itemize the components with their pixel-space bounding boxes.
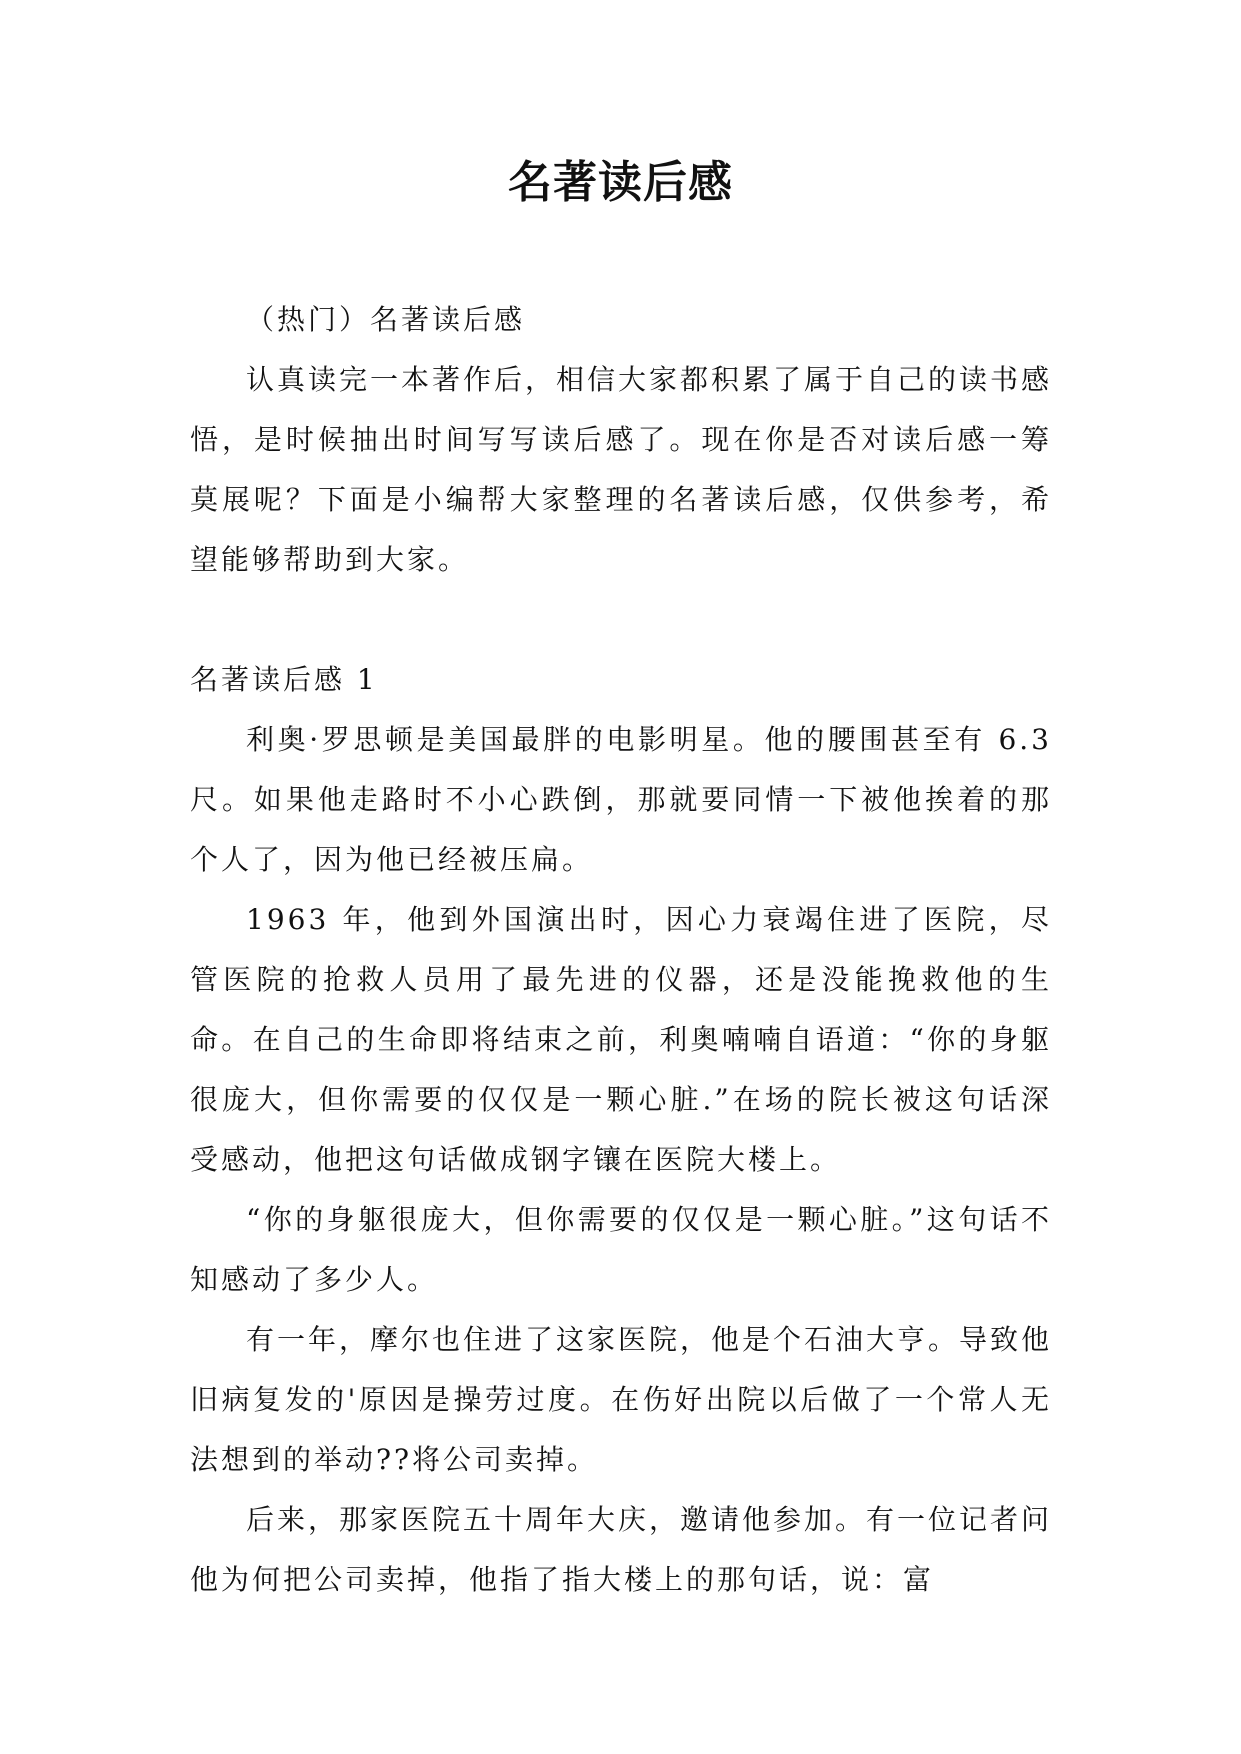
document-title: 名著读后感 [508,157,733,208]
intro-paragraph: 认真读完一本著作后，相信大家都积累了属于自己的读书感悟，是时候抽出时间写写读后感了。现在你是否对读后感一筹莫展呢？下面是小编帮大家整理的名著读后感，仅供参考，希望能够帮助到大家。 [190,363,1053,576]
section-heading: 名著读后感 1 [190,663,378,696]
section-spacer [190,590,1052,650]
body-paragraph: 有一年，摩尔也住进了这家医院，他是个石油大亨。导致他旧病复发的'原因是操劳过度。在伤好出院以后做了一个常人无法想到的举动??将公司卖掉。 [190,1323,1053,1476]
body-paragraph: 后来，那家医院五十周年大庆，邀请他参加。有一位记者问他为何把公司卖掉，他指了指大楼上的那句话，说：富 [190,1503,1053,1596]
document-body [190,290,1052,1610]
body-paragraph: 1963 年，他到外国演出时，因心力衰竭住进了医院，尽管医院的抢救人员用了最先进的仪器，还是没能挽救他的生命。在自己的生命即将结束之前，利奥喃喃自语道：“你的身躯很庞大，但你需要的仅仅是一颗心脏.”在场的院长被这句话深受感动，他把这句话做成钢字镶在医院大楼上。 [190,903,1052,1176]
body-paragraph: “你的身躯很庞大，但你需要的仅仅是一颗心脏。”这句话不知感动了多少人。 [190,1203,1052,1296]
subtitle: （热门）名著读后感 [246,303,526,336]
body-paragraph: 利奥·罗思顿是美国最胖的电影明星。他的腰围甚至有 6.3 尺。如果他走路时不小心跌倒，那就要同情一下被他挨着的那个人了，因为他已经被压扁。 [190,723,1052,876]
